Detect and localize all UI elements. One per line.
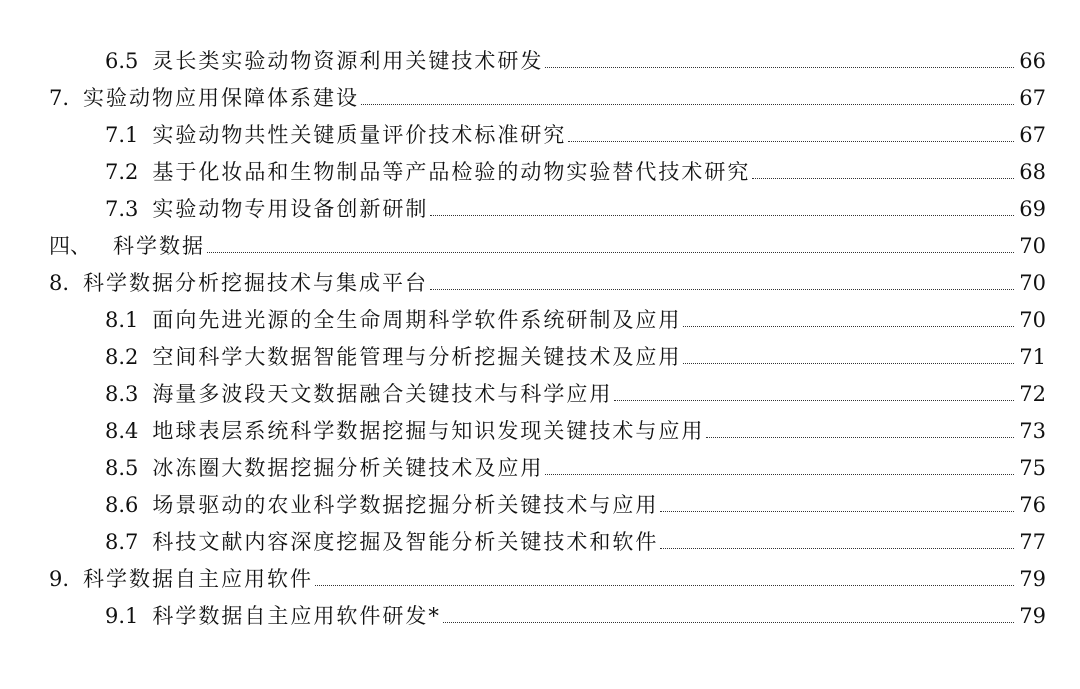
toc-number: 四、 bbox=[49, 234, 91, 258]
dot-leader bbox=[614, 400, 1014, 401]
toc-number: 7. bbox=[49, 86, 70, 110]
dot-leader bbox=[430, 289, 1014, 290]
toc-entry[interactable] bbox=[0, 114, 1080, 148]
dot-leader bbox=[443, 622, 1014, 623]
toc-title: 实验动物共性关键质量评价技术标准研究 bbox=[152, 123, 567, 147]
toc-page-number: 69 bbox=[1019, 197, 1046, 221]
toc-title: 灵长类实验动物资源利用关键技术研发 bbox=[152, 49, 544, 73]
toc-page-number: 75 bbox=[1019, 456, 1046, 480]
toc-entry[interactable] bbox=[0, 558, 1080, 592]
toc-entry[interactable] bbox=[0, 373, 1080, 407]
toc-title: 科学数据自主应用软件 bbox=[83, 567, 314, 591]
toc-page-number: 70 bbox=[1019, 234, 1046, 258]
toc-title: 科学数据自主应用软件研发* bbox=[152, 604, 441, 628]
toc-number: 7.1 bbox=[105, 123, 139, 147]
toc-number: 6.5 bbox=[105, 49, 139, 73]
toc-page-number: 67 bbox=[1019, 86, 1046, 110]
toc-entry[interactable] bbox=[0, 521, 1080, 555]
toc-entry[interactable] bbox=[0, 299, 1080, 333]
dot-leader bbox=[315, 585, 1014, 586]
toc-title: 场景驱动的农业科学数据挖掘分析关键技术与应用 bbox=[152, 493, 659, 517]
dot-leader bbox=[706, 437, 1014, 438]
toc-page-number: 66 bbox=[1019, 49, 1046, 73]
toc-page-number: 77 bbox=[1019, 530, 1046, 554]
toc-page-number: 71 bbox=[1019, 345, 1046, 369]
toc-entry[interactable] bbox=[0, 40, 1080, 74]
dot-leader bbox=[207, 252, 1014, 253]
toc-title: 实验动物专用设备创新研制 bbox=[152, 197, 429, 221]
dot-leader bbox=[683, 326, 1014, 327]
toc-number: 8.2 bbox=[105, 345, 139, 369]
toc-title: 实验动物应用保障体系建设 bbox=[83, 86, 360, 110]
toc-number: 8. bbox=[49, 271, 70, 295]
toc-entry[interactable] bbox=[0, 410, 1080, 444]
dot-leader bbox=[660, 511, 1014, 512]
toc-page-number: 70 bbox=[1019, 308, 1046, 332]
dot-leader bbox=[568, 141, 1014, 142]
dot-leader bbox=[683, 363, 1014, 364]
toc-entry[interactable] bbox=[0, 188, 1080, 222]
toc-entry[interactable] bbox=[0, 484, 1080, 518]
toc-title: 地球表层系统科学数据挖掘与知识发现关键技术与应用 bbox=[152, 419, 705, 443]
toc-entry[interactable] bbox=[0, 262, 1080, 296]
dot-leader bbox=[660, 548, 1014, 549]
toc-title: 科学数据分析挖掘技术与集成平台 bbox=[83, 271, 429, 295]
toc-title: 科技文献内容深度挖掘及智能分析关键技术和软件 bbox=[152, 530, 659, 554]
dot-leader bbox=[545, 67, 1014, 68]
toc-title: 基于化妆品和生物制品等产品检验的动物实验替代技术研究 bbox=[152, 160, 751, 184]
toc-entry[interactable] bbox=[0, 225, 1080, 259]
toc-page-number: 79 bbox=[1019, 567, 1046, 591]
toc-number: 9.1 bbox=[105, 604, 139, 628]
toc-entry[interactable] bbox=[0, 336, 1080, 370]
toc-title: 冰冻圈大数据挖掘分析关键技术及应用 bbox=[152, 456, 544, 480]
toc-number: 8.7 bbox=[105, 530, 139, 554]
toc-page-number: 79 bbox=[1019, 604, 1046, 628]
toc-page-number: 73 bbox=[1019, 419, 1046, 443]
toc-entry[interactable] bbox=[0, 151, 1080, 185]
toc-page-number: 67 bbox=[1019, 123, 1046, 147]
toc-number: 8.4 bbox=[105, 419, 139, 443]
toc-number: 8.3 bbox=[105, 382, 139, 406]
toc-page-number: 70 bbox=[1019, 271, 1046, 295]
toc-title: 海量多波段天文数据融合关键技术与科学应用 bbox=[152, 382, 613, 406]
toc-title: 面向先进光源的全生命周期科学软件系统研制及应用 bbox=[152, 308, 682, 332]
toc-number: 8.6 bbox=[105, 493, 139, 517]
dot-leader bbox=[361, 104, 1014, 105]
toc-page-number: 68 bbox=[1019, 160, 1046, 184]
toc-page-number: 72 bbox=[1019, 382, 1046, 406]
toc-page-number: 76 bbox=[1019, 493, 1046, 517]
toc-entry[interactable] bbox=[0, 447, 1080, 481]
toc-title: 空间科学大数据智能管理与分析挖掘关键技术及应用 bbox=[152, 345, 682, 369]
dot-leader bbox=[752, 178, 1014, 179]
toc-number: 7.2 bbox=[105, 160, 139, 184]
toc-entry[interactable] bbox=[0, 77, 1080, 111]
dot-leader bbox=[545, 474, 1014, 475]
toc-number: 8.5 bbox=[105, 456, 139, 480]
toc-number: 8.1 bbox=[105, 308, 139, 332]
toc-entry[interactable] bbox=[0, 595, 1080, 629]
toc-number: 7.3 bbox=[105, 197, 139, 221]
toc-title: 科学数据 bbox=[113, 234, 205, 258]
dot-leader bbox=[430, 215, 1014, 216]
toc-number: 9. bbox=[49, 567, 70, 591]
